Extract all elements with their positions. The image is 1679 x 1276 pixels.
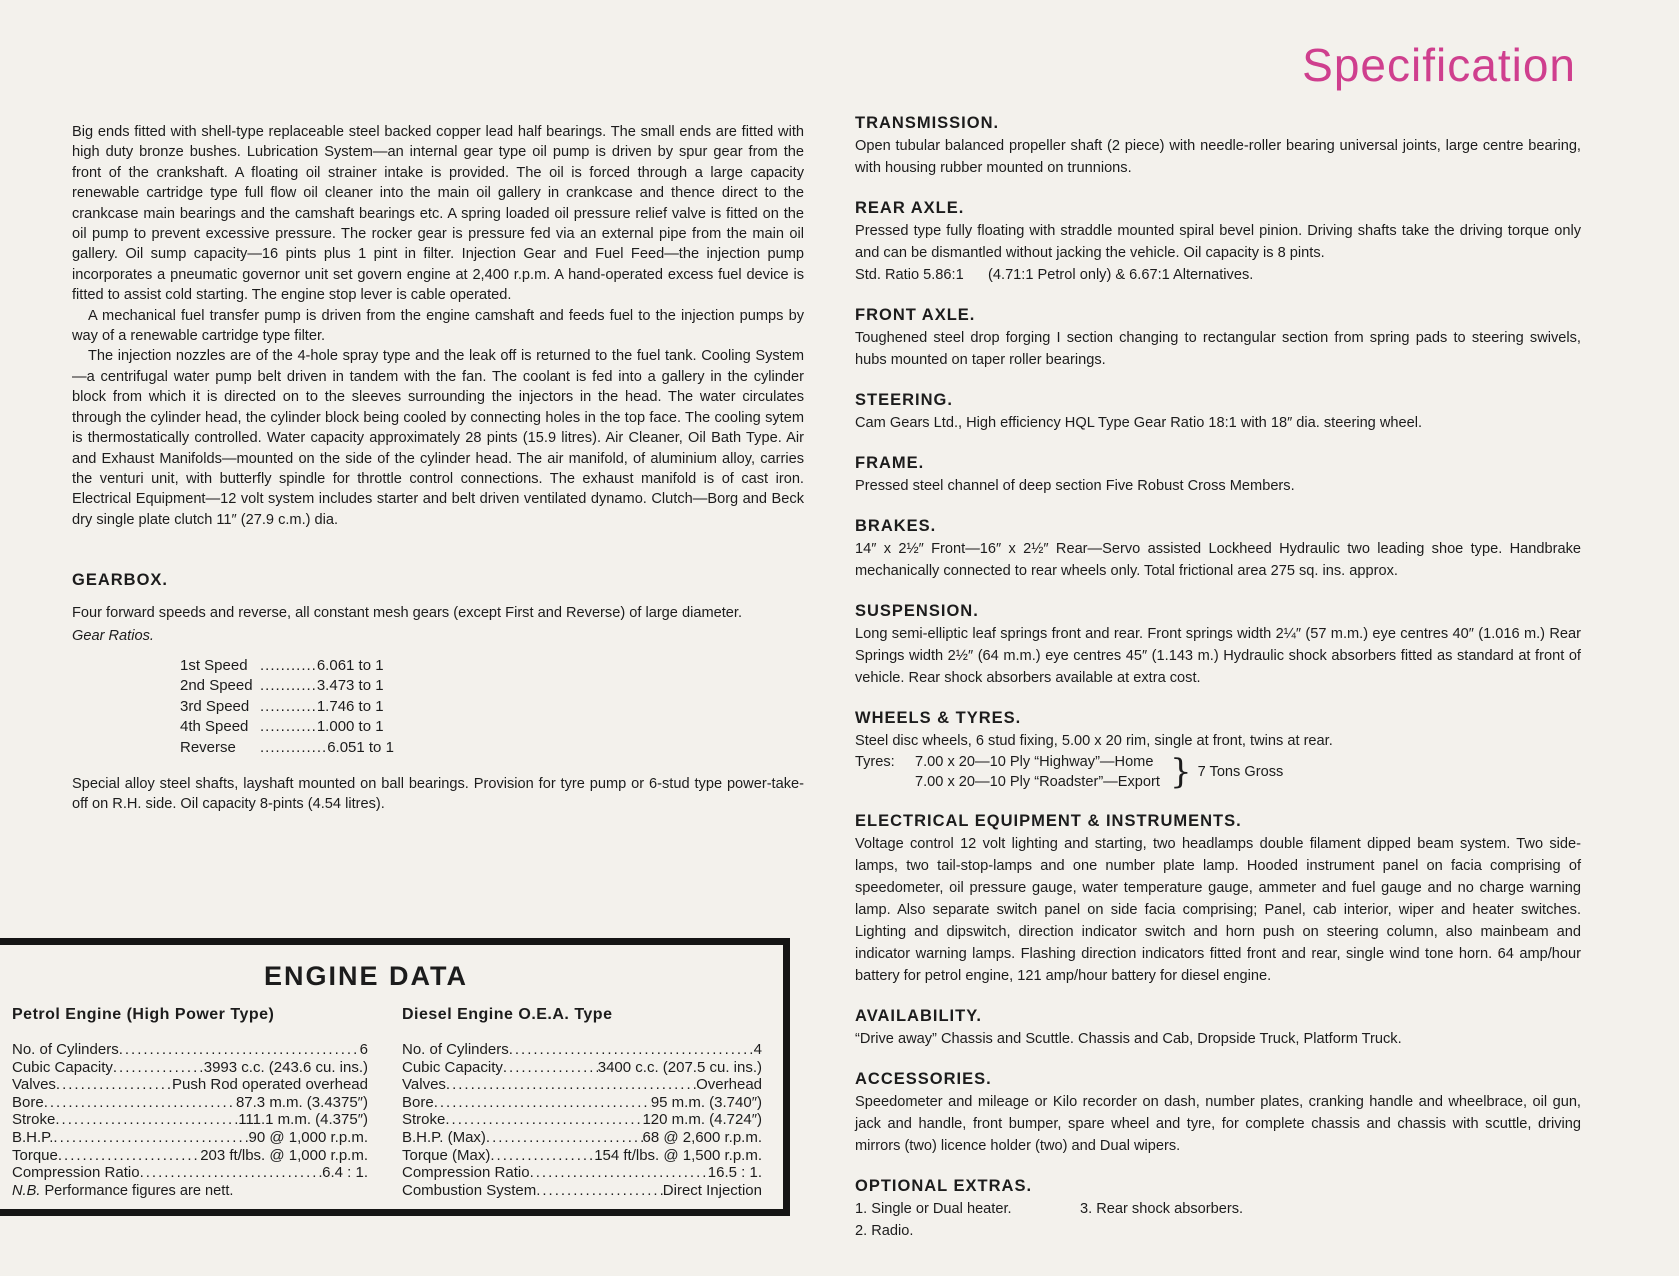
- engine-data-row: [12, 1059, 368, 1077]
- transmission-heading: TRANSMISSION.: [855, 114, 1000, 132]
- engine-data-value: 203 ft/lbs. @ 1,000 r.p.m.: [200, 1146, 368, 1164]
- gear-ratio-row: [180, 738, 804, 759]
- performance-note: [12, 1182, 368, 1200]
- tyre-export: 7.00 x 20—10 Ply “Roadster”—Export: [915, 774, 1160, 790]
- transmission-text: Open tubular balanced propeller shaft (2 piece) with needle-roller bearing universal joints, large centre bearing, with housing rubber mounted on trunnions.: [855, 138, 1581, 176]
- tyres-gross: 7 Tons Gross: [1197, 764, 1284, 780]
- engine-data-row: [402, 1076, 762, 1094]
- engine-data-key: Valves: [12, 1076, 56, 1094]
- engine-data-key: Stroke: [402, 1111, 446, 1129]
- engine-data-key: No. of Cylinders: [12, 1041, 119, 1058]
- page-title: Specification: [1302, 39, 1576, 91]
- engine-data-row: [12, 1041, 368, 1059]
- engine-data-value: Overhead: [696, 1076, 762, 1094]
- engine-data-value: 68 @ 2,600 r.p.m.: [642, 1128, 762, 1146]
- engine-data-value: 3993 c.c. (243.6 cu. ins.): [203, 1058, 368, 1076]
- steering-heading: STEERING.: [855, 391, 953, 409]
- engine-data-value: 16.5 : 1.: [707, 1164, 762, 1182]
- rear-axle-heading: REAR AXLE.: [855, 199, 965, 217]
- engine-data-row: [402, 1129, 762, 1147]
- petrol-engine-title: Petrol Engine (High Power Type): [12, 1006, 275, 1023]
- suspension-text: Long semi-elliptic leaf springs front and rear. Front springs width 2¼″ (57 m.m.) eye centres 40″ (1.016 m.) Rear Springs width 2½″ (64 m.m.) eye centres 45″ (1.143 m.) Hydraulic shock absorbers fitted as standard at front of vehicle. Rear shock absorbers available at extra cost.: [855, 626, 1581, 686]
- brakes-text: 14″ x 2½″ Front—16″ x 2½″ Rear—Servo assisted Lockheed Hydraulic two leading shoe type. Handbrake mechanically connected to rear wheels only. Total frictional area 275 sq. ins. approx.: [855, 541, 1581, 579]
- engine-data-key: Cubic Capacity: [402, 1058, 503, 1076]
- gear-ratio-row: [180, 717, 804, 738]
- engine-data-key: Valves: [402, 1076, 446, 1094]
- gear-ratios-table: [180, 656, 804, 759]
- gear-ratio-dots: ...........: [260, 697, 317, 715]
- frame-section: [855, 452, 1581, 497]
- wheels-tyres-heading: WHEELS & TYRES.: [855, 709, 1022, 727]
- gear-ratio-label: Reverse: [180, 738, 236, 756]
- engine-data-row: [402, 1147, 762, 1165]
- engine-data-row: [402, 1111, 762, 1129]
- engine-data-key: Compression Ratio: [402, 1164, 530, 1182]
- tyre-home: 7.00 x 20—10 Ply “Highway”—Home: [915, 754, 1154, 770]
- gear-ratio-value: 1.746 to 1: [316, 697, 384, 715]
- accessories-heading: ACCESSORIES.: [855, 1070, 992, 1088]
- performance-note-prefix: N.B.: [12, 1182, 41, 1199]
- gear-ratio-row: [180, 676, 804, 697]
- engine-data-value: Push Rod operated overhead: [172, 1076, 368, 1094]
- gear-ratio-dots: ...........: [260, 718, 317, 736]
- engine-data-row: [12, 1164, 368, 1182]
- gear-ratio-value: 6.061 to 1: [316, 656, 384, 674]
- engine-data-row: [12, 1094, 368, 1112]
- wheels-text: Steel disc wheels, 6 stud fixing, 5.00 x 20 rim, single at front, twins at rear.: [855, 733, 1333, 749]
- brace-icon: }: [1169, 752, 1192, 792]
- engine-data-key: Stroke: [12, 1111, 56, 1129]
- gear-ratio-value: 1.000 to 1: [316, 718, 384, 736]
- diesel-engine-title: Diesel Engine O.E.A. Type: [402, 1006, 613, 1023]
- tyres-lines: [915, 752, 1160, 792]
- gear-ratio-label: 3rd Speed: [180, 697, 250, 715]
- steering-text: Cam Gears Ltd., High efficiency HQL Type Gear Ratio 18:1 with 18″ dia. steering wheel.: [855, 415, 1423, 431]
- electrical-text: Voltage control 12 volt lighting and starting, two headlamps double filament dipped beam system. Two side-lamps, two tail-stop-lamps and one number plate lamp. Hooded instrument panel on facia comprising of speedometer, oil pressure gauge, water temperature gauge, ammeter and fuel gauge and no charge warning lamp. Also separate switch panel on side facia comprising; Panel, cab interior, wiper and heater switches. Lighting and dipswitch, direction indicator switch and horn push on steering column, also mainbeam and indicator warning lamps. Flashing direction indicators fitted front and rear, single wind tone horn. 64 amp/hour battery for petrol engine, 121 amp/hour battery for diesel engine.: [855, 836, 1581, 984]
- engine-data-value: 4: [753, 1041, 762, 1058]
- engine-data-key: B.H.P.: [12, 1128, 54, 1146]
- engine-data-value: 3400 c.c. (207.5 cu. ins.): [597, 1058, 762, 1076]
- extra-item-1: 1. Single or Dual heater.: [855, 1201, 1012, 1217]
- transmission-section: [855, 112, 1581, 179]
- suspension-heading: SUSPENSION.: [855, 602, 979, 620]
- gearbox-heading: GEARBOX.: [72, 571, 169, 590]
- frame-text: Pressed steel channel of deep section Five Robust Cross Members.: [855, 478, 1295, 494]
- extras-row: [855, 1198, 1581, 1220]
- rear-axle-ratio: Std. Ratio 5.86:1 (4.71:1 Petrol only) & 6.67:1 Alternatives.: [855, 267, 1254, 283]
- frame-heading: FRAME.: [855, 454, 925, 472]
- engine-data-title: ENGINE DATA: [264, 961, 468, 991]
- engine-data-row: [12, 1076, 368, 1094]
- engine-data-row: [12, 1147, 368, 1165]
- gear-ratio-label: 4th Speed: [180, 718, 249, 736]
- gearbox-text: Four forward speeds and reverse, all constant mesh gears (except First and Reverse) of large diameter.: [72, 605, 743, 622]
- brakes-section: [855, 515, 1581, 582]
- engine-data-value: 120 m.m. (4.724″): [642, 1111, 762, 1129]
- gear-ratio-row: [180, 656, 804, 677]
- gear-ratio-dots: ...........: [260, 677, 317, 695]
- availability-section: [855, 1005, 1581, 1050]
- engine-data-value: 6: [359, 1041, 368, 1058]
- left-column: [72, 122, 804, 815]
- engine-data-row: [12, 1129, 368, 1147]
- engine-data-key: B.H.P. (Max): [402, 1128, 486, 1146]
- gearbox-note: Special alloy steel shafts, layshaft mounted on ball bearings. Provision for tyre pump or 6-stud type power-take-off on R.H. side. Oil capacity 8-pints (4.54 litres).: [72, 776, 804, 813]
- engine-data-key: Cubic Capacity: [12, 1058, 113, 1076]
- rear-axle-section: [855, 197, 1581, 286]
- gear-ratio-label: 1st Speed: [180, 656, 248, 674]
- front-axle-text: Toughened steel drop forging I section changing to rectangular section from spring pads to steering swivels, hubs mounted on taper roller bearings.: [855, 330, 1581, 368]
- optional-extras-heading: OPTIONAL EXTRAS.: [855, 1177, 1033, 1195]
- gear-ratio-dots: .............: [260, 738, 328, 756]
- engine-paragraph-2: A mechanical fuel transfer pump is driven from the engine camshaft and feeds fuel to the injection pumps by way of a renewable cartridge type filter.: [72, 307, 804, 345]
- engine-data-row: [402, 1041, 762, 1059]
- engine-data-row: [12, 1111, 368, 1129]
- gear-ratio-dots: ...........: [260, 656, 317, 674]
- petrol-engine-column: [12, 1005, 368, 1200]
- engine-data-row: [402, 1182, 762, 1200]
- accessories-text: Speedometer and mileage or Kilo recorder on dash, number plates, cranking handle and wheelbrace, oil gun, jack and handle, front bumper, spare wheel and tyre, for complete chassis and chassis with scuttle, driving mirrors (two) licence holder (two) and Dual wipers.: [855, 1094, 1581, 1154]
- engine-data-value: 154 ft/lbs. @ 1,500 r.p.m.: [594, 1146, 762, 1164]
- extra-item-3: 3. Rear shock absorbers.: [1080, 1201, 1244, 1217]
- extra-item-2: 2. Radio.: [855, 1223, 914, 1239]
- engine-data-value: Direct Injection: [662, 1181, 762, 1199]
- engine-paragraph-1: Big ends fitted with shell-type replaceable steel backed copper lead half bearings. The small ends are fitted with high duty bronze bushes. Lubrication System—an internal gear type oil pump is driven by spur gear from the front of the crankshaft. A floating oil strainer intake is provided. The oil is forced through a large capacity renewable cartridge type full flow oil cleaner into the main oil gallery in crankcase and thence direct to the crankcase main bearings and the camshaft bearings etc. A spring loaded oil pressure relief valve is fitted on the oil pump to prevent excessive pressure. The rocker gear is pressure fed via an external pipe from the main oil gallery. Oil sump capacity—16 pints plus 1 pint in filter. Injection Gear and Fuel Feed—the injection pump incorporates a pneumatic governor unit set govern engine at 2,400 r.p.m. A hand-operated excess fuel device is fitted to assist cold starting. The engine stop lever is cable operated.: [72, 124, 804, 304]
- engine-data-value: 6.4 : 1.: [322, 1164, 368, 1182]
- engine-data-key: Compression Ratio: [12, 1164, 140, 1182]
- front-axle-heading: FRONT AXLE.: [855, 306, 976, 324]
- wheels-tyres-section: [855, 707, 1581, 792]
- tyres-label: Tyres:: [855, 754, 895, 770]
- steering-section: [855, 389, 1581, 434]
- availability-heading: AVAILABILITY.: [855, 1007, 982, 1025]
- engine-data-value: 95 m.m. (3.740″): [650, 1093, 762, 1111]
- diesel-engine-column: [402, 1005, 762, 1199]
- engine-data-row: [402, 1059, 762, 1077]
- engine-data-key: Bore: [12, 1093, 44, 1111]
- gear-ratio-value: 3.473 to 1: [316, 677, 384, 695]
- accessories-section: [855, 1068, 1581, 1157]
- electrical-heading: ELECTRICAL EQUIPMENT & INSTRUMENTS.: [855, 812, 1242, 830]
- engine-data-value: 90 @ 1,000 r.p.m.: [248, 1128, 368, 1146]
- engine-data-value: 87.3 m.m. (3.4375″): [235, 1093, 368, 1111]
- gear-ratio-value: 6.051 to 1: [327, 738, 394, 756]
- brakes-heading: BRAKES.: [855, 517, 937, 535]
- performance-note-text: Performance figures are nett.: [44, 1182, 234, 1199]
- engine-data-key: Torque: [12, 1146, 58, 1164]
- engine-data-key: Torque (Max): [402, 1146, 491, 1164]
- engine-data-row: [402, 1164, 762, 1182]
- gear-ratio-row: [180, 697, 804, 718]
- engine-data-key: No. of Cylinders: [402, 1041, 509, 1058]
- engine-data-row: [402, 1094, 762, 1112]
- front-axle-section: [855, 304, 1581, 371]
- right-column: [855, 112, 1581, 1260]
- extras-row: [855, 1220, 1581, 1242]
- gear-ratios-label: Gear Ratios.: [72, 627, 154, 644]
- engine-data-box: [0, 938, 790, 1216]
- engine-data-key: Combustion System: [402, 1181, 537, 1199]
- suspension-section: [855, 600, 1581, 689]
- gear-ratio-label: 2nd Speed: [180, 677, 253, 695]
- engine-paragraph-3: The injection nozzles are of the 4-hole spray type and the leak off is returned to the fuel tank. Cooling System—a centrifugal water pump belt driven in tandem with the fan. The coolant is fed into a gallery in the cylinder block from which it is directed on to the sleeves surrounding the injectors in the head. The water circulates through the cylinder head, the cylinder block being cooled by connecting holes in the top face. The cooling sytem is thermostatically controlled. Water capacity approximately 28 pints (15.9 litres). Air Cleaner, Oil Bath Type. Air and Exhaust Manifolds—mounted on the side of the cylinder head. The air manifold, of aluminium alloy, carries the venturi unit, with butterfly spindle for throttle control connections. The exhaust manifold is of cast iron. Electrical Equipment—12 volt system includes starter and belt driven ventilated dynamo. Clutch—Borg and Beck dry single plate clutch 11″ (27.9 c.m.) dia.: [72, 348, 804, 528]
- engine-data-key: Bore: [402, 1093, 434, 1111]
- optional-extras-section: [855, 1175, 1581, 1242]
- tyres-row: [855, 752, 1581, 792]
- availability-text: “Drive away” Chassis and Scuttle. Chassis and Cab, Dropside Truck, Platform Truck.: [855, 1031, 1402, 1047]
- rear-axle-text: Pressed type fully floating with straddle mounted spiral bevel pinion. Driving shafts take the driving torque only and can be dismantled without jacking the vehicle. Oil capacity is 8 pints.: [855, 223, 1581, 261]
- engine-data-value: 111.1 m.m. (4.375″): [238, 1111, 368, 1129]
- electrical-section: [855, 810, 1581, 987]
